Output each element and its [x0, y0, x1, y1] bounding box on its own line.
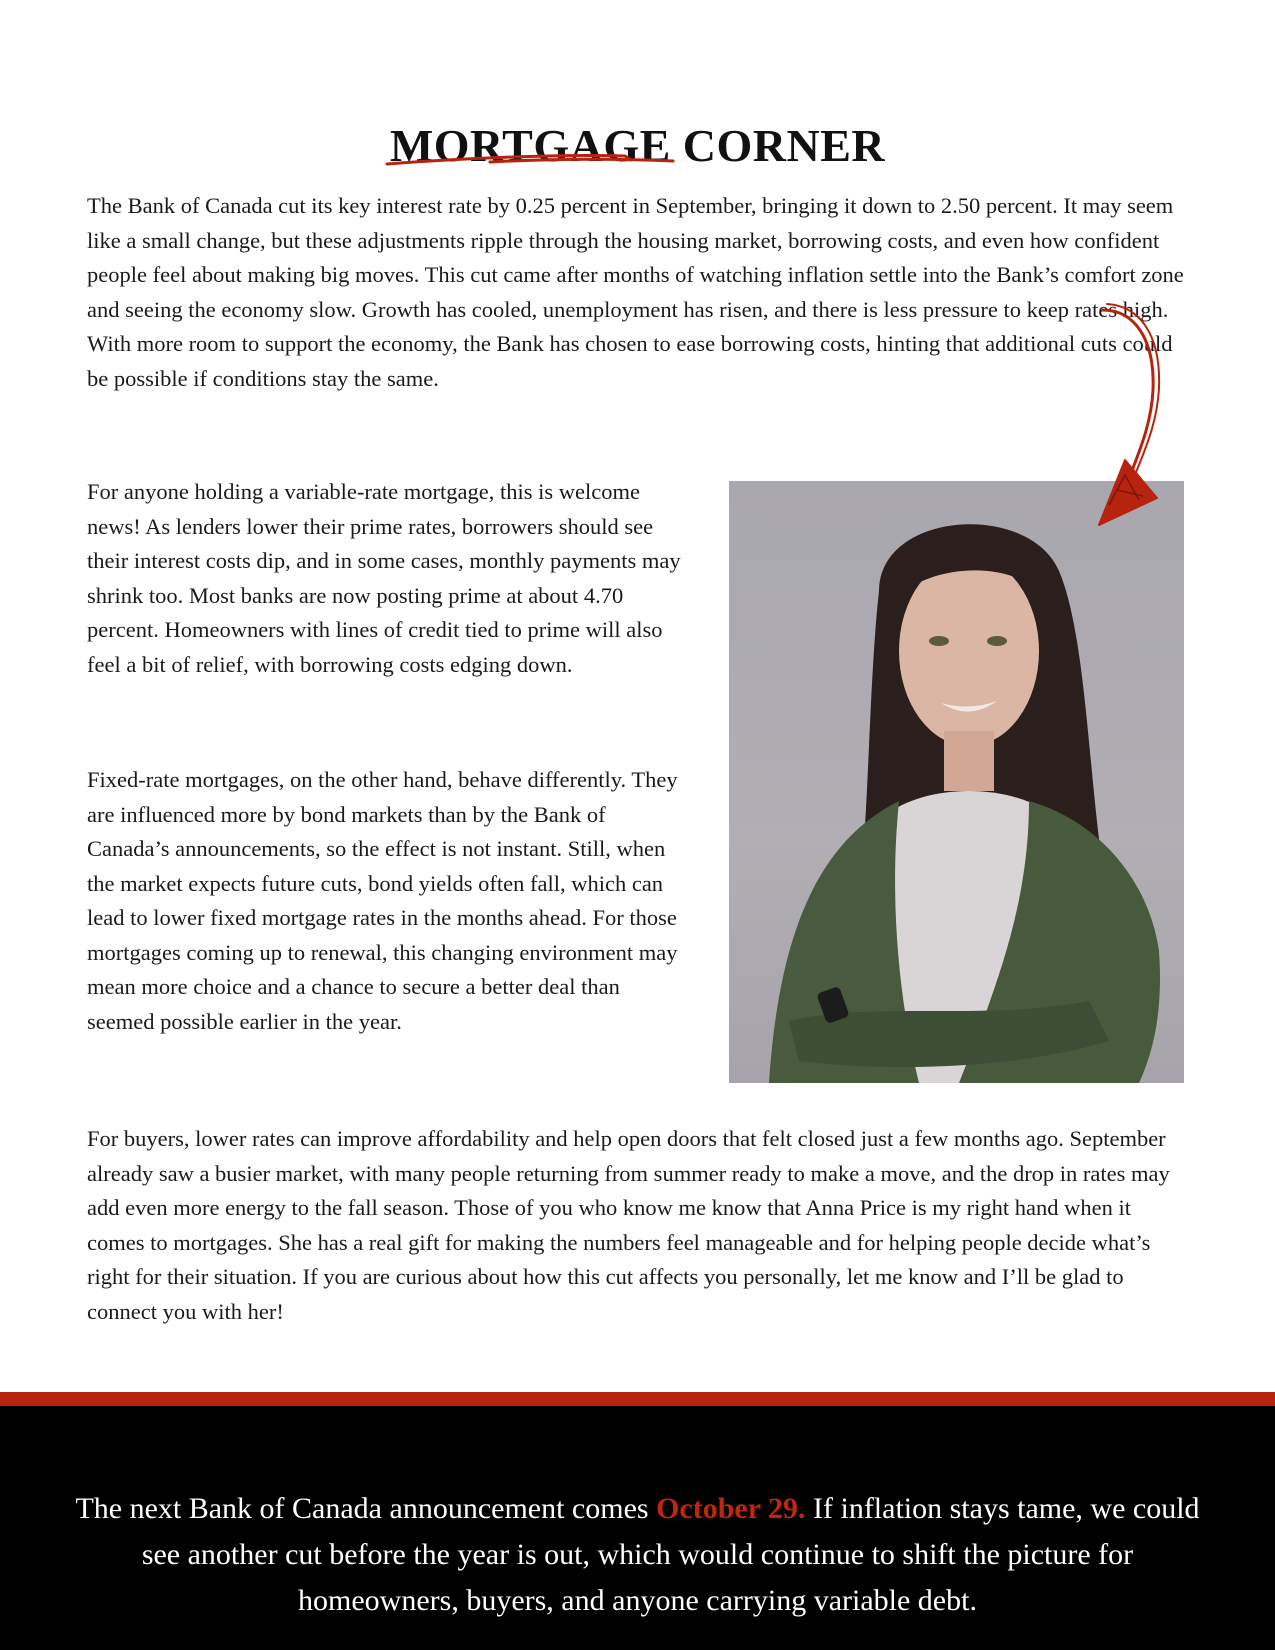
- announcement-date: October 29.: [656, 1492, 806, 1525]
- fixed-rate-paragraph: Fixed-rate mortgages, on the other hand, behave differently. They are influenced more by bond markets than by the Bank of Canada’s announcements, so the effect is not instant. Still, when the market expects future cuts, bond yields often fall, which can lead to lower fixed mortgage rates in the months ahead. For those mortgages coming up to renewal, this changing environment may mean more choice and a chance to secure a better deal than seemed possible earlier in the year.: [87, 767, 678, 1034]
- intro-paragraph: The Bank of Canada cut its key interest rate by 0.25 percent in September, bringing it down to 2.50 percent. It may seem like a small change, but these adjustments ripple through the housing market, borrowing costs, and even how confident people feel about making big moves. This cut came after months of watching inflation settle into the Bank’s comfort zone and seeing the economy slow. Growth has cooled, unemployment has risen, and there is less pressure to keep rates high. With more room to support the economy, the Bank has chosen to ease borrowing costs, hinting that additional cuts could be possible if conditions stay the same.: [87, 193, 1184, 391]
- footer-callout: [70, 1486, 1205, 1624]
- portrait-photo: [729, 481, 1184, 1083]
- footer-text-after: If inflation stays tame, we could see another cut before the year is out, which would continue to shift the picture for homeowners, buyers, and anyone carrying variable debt.: [141, 1492, 1200, 1617]
- footer-banner: [0, 1406, 1275, 1650]
- page-title: MORTGAGE CORNER: [389, 119, 886, 171]
- variable-rate-paragraph: For anyone holding a variable-rate mortgage, this is welcome news! As lenders lower their prime rates, borrowers should see their interest costs dip, and in some cases, monthly payments may shrink too. Most banks are now posting prime at about 4.70 percent. Homeowners with lines of credit tied to prime will also feel a bit of relief, with borrowing costs edging down.: [87, 479, 681, 677]
- title-underline-brush: [385, 148, 675, 168]
- footer-text-before: The next Bank of Canada announcement comes: [75, 1492, 657, 1525]
- footer-accent-bar: [0, 1392, 1275, 1406]
- buyers-paragraph: For buyers, lower rates can improve affordability and help open doors that felt closed just a few months ago. September already saw a busier market, with many people returning from summer ready to make a move, and the drop in rates may add even more energy to the fall season. Those of you who know me know that Anna Price is my right hand when it comes to mortgages. She has a real gift for making the numbers feel manageable and for helping people decide what’s right for their situation. If you are curious about how this cut affects you personally, let me know and I’ll be glad to connect you with her!: [87, 1126, 1170, 1324]
- face-shape: [899, 556, 1039, 746]
- hand-drawn-arrow-icon: [1095, 300, 1175, 530]
